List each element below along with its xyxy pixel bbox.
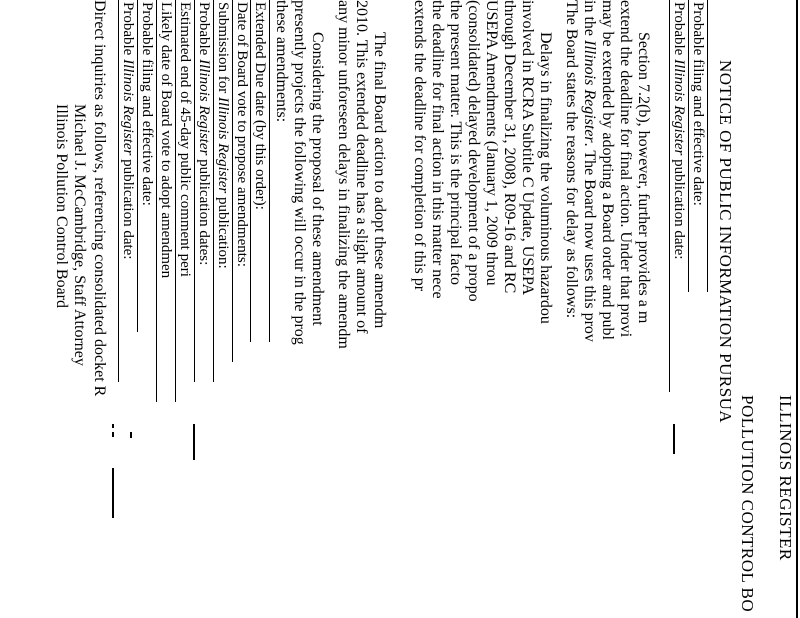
- schedule-row-filing-effective-label: Probable filing and effective date:: [139, 2, 155, 206]
- schedule-row-extended-due: [250, 0, 270, 342]
- schedule-row-adopt-vote-label: Likely date of Board vote to adopt amendmen: [158, 2, 174, 279]
- board-title: POLLUTION CONTROL BO: [738, 395, 757, 613]
- schedule-row-submission-suffix: publication:: [215, 193, 231, 269]
- section-line-2: extend the deadline for final action. Under that provi: [617, 0, 634, 338]
- schedule-row-register-dates-italic: Illinois Register: [196, 59, 212, 156]
- delays-line-3: through December 31, 2008), R09-16 and RC: [501, 0, 518, 294]
- top-box-row-filing-label: Probable filing and effective date:: [690, 2, 706, 206]
- header-rule: [796, 0, 798, 618]
- delays-line-6: the present matter. This is the principal facto: [447, 0, 464, 285]
- schedule-row-propose-vote-label: Date of Board vote to propose amendments:: [234, 2, 250, 267]
- footer-mark-2: [130, 432, 132, 438]
- final-action-line-3: any minor unforeseen delays in finalizing the amendm: [335, 0, 352, 349]
- schedule-row-register-publication-prefix: Probable: [120, 2, 136, 60]
- footer-rule-long: [112, 468, 114, 518]
- considering-line-2: presently projects the following will occur in the prog: [291, 0, 308, 345]
- delays-line-4: USEPA Amendments (January 1, 2009 throu: [483, 0, 500, 286]
- schedule-row-comment-period: [175, 0, 194, 402]
- section-line-4: [580, 0, 598, 342]
- top-box-row-publication-italic: Illinois Register: [671, 59, 687, 156]
- schedule-row-filing-effective: [137, 0, 156, 332]
- delays-line-2: involved in RCRA Subtitle C Update, USEPA: [519, 0, 536, 295]
- delays-line-7: the deadline for final action in this matter nece: [429, 0, 446, 299]
- notice-title: NOTICE OF PUBLIC INFORMATION PURSUA: [716, 60, 735, 424]
- final-action-line-1: The final Board action to adopt these amendm: [371, 32, 388, 329]
- schedule-blank-line: [193, 424, 195, 460]
- schedule-row-submission-italic: Illinois Register: [215, 97, 231, 194]
- section-line-5: The Board states the reasons for delay as follows:: [563, 0, 580, 319]
- footer-mark-3: [112, 424, 114, 428]
- register-title: ILLINOIS REGISTER: [776, 395, 795, 561]
- top-box-row-publication: [669, 0, 688, 392]
- schedule-row-register-dates-suffix: publication dates:: [196, 155, 212, 266]
- delays-line-8: extends the deadline for completion of this pr: [411, 0, 428, 292]
- schedule-row-extended-due-label: Extended Due date (by this order):: [252, 2, 268, 210]
- section-line-3: may be extended by adopting a Board order and publ: [599, 0, 616, 340]
- schedule-row-submission-prefix: Submission for: [215, 2, 231, 98]
- schedule-row-comment-period-label: Estimated end of 45-day public comment peri: [177, 2, 193, 277]
- section-line-4-italic: Illinois Register: [581, 40, 598, 143]
- top-box-row-publication-prefix: Probable: [671, 2, 687, 60]
- schedule-row-register-dates-prefix: Probable: [196, 2, 212, 60]
- section-line-4-prefix: in the: [581, 0, 598, 40]
- schedule-row-register-publication-suffix: publication date:: [120, 155, 136, 260]
- schedule-row-submission: [213, 0, 232, 382]
- section-line-1: Section 7.2(b), however, further provides a m: [635, 32, 652, 324]
- inquiries-contact-org: Illinois Pollution Control Board: [53, 104, 70, 309]
- top-box-blank-line: [673, 424, 675, 454]
- section-line-4-suffix: . The Board now uses this prov: [581, 142, 598, 342]
- schedule-row-propose-vote: [232, 0, 251, 362]
- schedule-row-register-publication-italic: Illinois Register: [120, 59, 136, 156]
- schedule-row-register-dates: [194, 0, 213, 382]
- schedule-row-adopt-vote: [156, 0, 175, 402]
- considering-line-1: Considering the proposal of these amendment: [309, 32, 326, 326]
- delays-line-1: Delays in finalizing the voluminous hazardou: [537, 32, 554, 324]
- footer-mark-1: [112, 432, 114, 437]
- top-box-row-filing: [688, 0, 708, 292]
- inquiries-line-1: Direct inquiries as follows, referencing consolidated docket R: [91, 0, 108, 397]
- inquiries-contact-name: Michael J. McCambridge, Staff Attorney: [71, 104, 88, 366]
- considering-line-3: these amendments:: [273, 0, 290, 123]
- final-action-line-2: 2010. This extended deadline has a slight amount of: [353, 0, 370, 334]
- schedule-row-register-publication: [118, 0, 137, 382]
- delays-line-5: (consolidated) delayed development of a propo: [465, 0, 482, 302]
- top-box-row-publication-suffix: publication date:: [671, 155, 687, 260]
